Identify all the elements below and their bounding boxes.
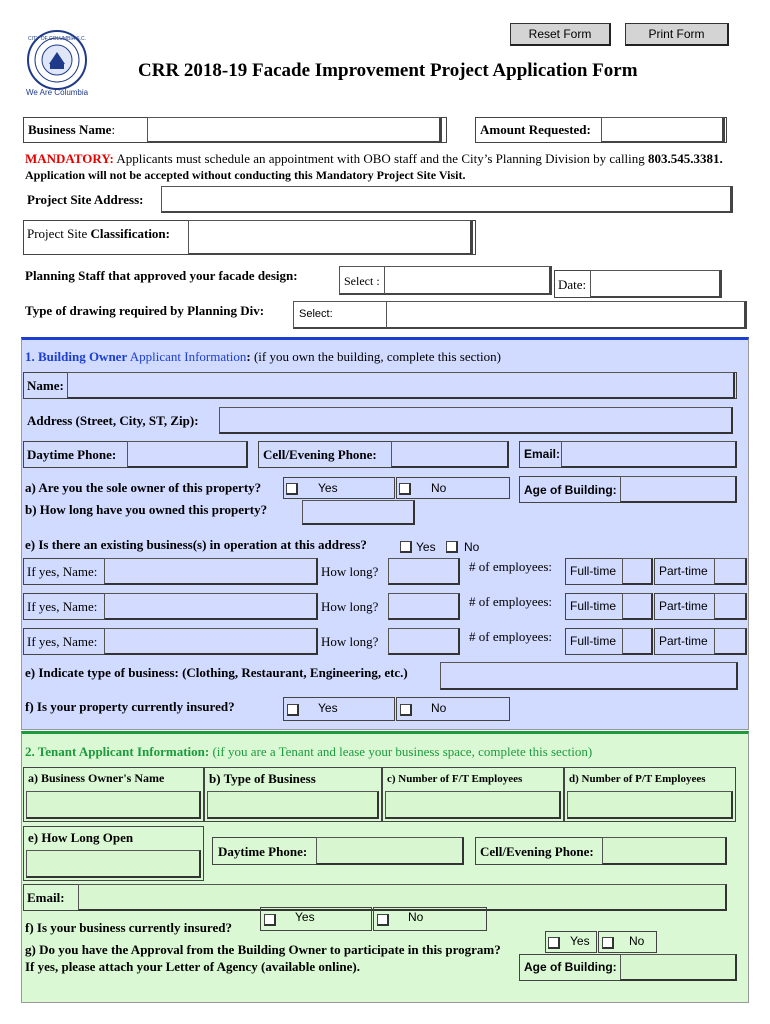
biz2-name-input[interactable]: [104, 593, 318, 620]
letter-of-agency-note: If yes, please attach your Letter of Agency (available online).: [25, 959, 360, 974]
biz2-parttime-label: Part-time: [659, 599, 708, 613]
biz3-howlong-label: How long?: [321, 634, 379, 649]
tenant-owner-name-input[interactable]: [26, 791, 201, 819]
approval-yes-label: Yes: [570, 934, 590, 948]
tenant-col-d-header: d) Number of P/T Employees: [569, 773, 706, 785]
drawing-type-label: Type of drawing required by Planning Div:: [25, 303, 265, 318]
tenant-ft-employees-input[interactable]: [385, 791, 561, 819]
drawing-type-select[interactable]: [293, 301, 747, 329]
biz2-name-label: If yes, Name:: [27, 599, 98, 614]
tenant-pt-employees-input[interactable]: [567, 791, 733, 819]
planning-staff-select[interactable]: [339, 266, 552, 295]
biz2-howlong-input[interactable]: [388, 593, 460, 620]
biz2-howlong-label: How long?: [321, 599, 379, 614]
property-insured-no-label: No: [431, 701, 447, 715]
biz1-name-input[interactable]: [104, 558, 318, 585]
planning-staff-label: Planning Staff that approved your facade design:: [25, 268, 298, 283]
property-insured-no-checkbox[interactable]: [400, 704, 412, 716]
sole-owner-no-label: No: [431, 481, 447, 495]
date-input[interactable]: [590, 270, 722, 298]
print-form-button[interactable]: Print Form: [625, 23, 729, 46]
mandatory-notice: MANDATORY: Applicants must schedule an appointment with OBO staff and the City’s Planning Division by calling 803.545.3381.: [25, 151, 723, 166]
owner-cell-label: Cell/Evening Phone:: [263, 447, 377, 462]
staff-select-divider: [384, 267, 385, 294]
owner-name-input[interactable]: [67, 372, 735, 399]
site-class-input[interactable]: [188, 220, 473, 255]
owner-approval-question: g) Do you have the Approval from the Building Owner to participate in this program?: [25, 942, 501, 957]
biz1-employees-label: # of employees:: [469, 559, 553, 574]
existing-business-question: e) Is there an existing business(s) in operation at this address?: [25, 537, 367, 552]
biz3-parttime-input[interactable]: [714, 628, 747, 655]
property-insured-yes-label: Yes: [318, 701, 338, 715]
staff-select-text: Select :: [344, 274, 380, 288]
biz2-parttime-input[interactable]: [714, 593, 747, 620]
business-insured-no-box: [373, 907, 487, 931]
owned-how-long-question: b) How long have you owned this property?: [25, 502, 268, 517]
existing-business-yes-label: Yes: [416, 540, 436, 554]
owner-daytime-label: Daytime Phone:: [27, 447, 117, 462]
biz3-employees-label: # of employees:: [469, 629, 553, 644]
existing-business-yes-checkbox[interactable]: [400, 541, 412, 553]
property-insured-question: f) Is your property currently insured?: [25, 699, 235, 714]
existing-business-no-label: No: [464, 540, 480, 554]
sole-owner-yes-checkbox[interactable]: [286, 483, 298, 495]
tenant-email-label: Email:: [27, 890, 65, 905]
site-address-input[interactable]: [161, 186, 733, 213]
mandatory-notice-line2: Application will not be accepted without conducting this Mandatory Project Site Visit.: [25, 168, 466, 182]
tenant-col-a-header: a) Business Owner's Name: [28, 771, 165, 785]
biz3-fulltime-label: Full-time: [570, 634, 617, 648]
tenant-daytime-label: Daytime Phone:: [218, 844, 308, 859]
biz3-name-label: If yes, Name:: [27, 634, 98, 649]
owner-address-label: Address (Street, City, ST, Zip):: [27, 413, 199, 428]
property-insured-no-box: [396, 697, 510, 721]
drawing-select-text: Select:: [299, 308, 333, 320]
sole-owner-question: a) Are you the sole owner of this property?: [25, 480, 262, 495]
tenant-daytime-input[interactable]: [316, 837, 464, 865]
business-insured-question: f) Is your business currently insured?: [25, 920, 232, 935]
owner-daytime-input[interactable]: [127, 441, 248, 468]
biz3-howlong-input[interactable]: [388, 628, 460, 655]
tenant-how-long-label: e) How Long Open: [28, 830, 134, 845]
biz1-fulltime-input[interactable]: [622, 558, 653, 585]
tenant-cell-input[interactable]: [602, 837, 727, 865]
owner-address-input[interactable]: [219, 407, 733, 434]
property-insured-yes-checkbox[interactable]: [287, 704, 299, 716]
owner-email-input[interactable]: [561, 441, 737, 468]
biz1-howlong-label: How long?: [321, 564, 379, 579]
biz3-name-input[interactable]: [104, 628, 318, 655]
svg-text:CITY OF COLUMBIA S.C.: CITY OF COLUMBIA S.C.: [28, 36, 86, 42]
approval-no-checkbox[interactable]: [602, 937, 614, 949]
business-name-input[interactable]: [147, 117, 442, 143]
site-address-label: Project Site Address:: [27, 192, 144, 207]
business-insured-yes-box: [260, 907, 372, 931]
owner-name-label: Name:: [27, 378, 64, 393]
property-insured-yes-box: [283, 697, 395, 721]
biz1-name-label: If yes, Name:: [27, 564, 98, 579]
business-name-label: Business Name:: [28, 122, 116, 137]
business-insured-yes-label: Yes: [295, 910, 315, 924]
business-insured-no-label: No: [408, 910, 424, 924]
sole-owner-yes-label: Yes: [318, 481, 338, 495]
sole-owner-no-box: [396, 477, 510, 499]
sole-owner-yes-box: [283, 477, 395, 499]
tenant-section-heading: 2. Tenant Applicant Information: (if you are a Tenant and lease your business space, complete this section): [25, 744, 593, 759]
biz1-parttime-input[interactable]: [714, 558, 747, 585]
tenant-col-b-header: b) Type of Business: [209, 771, 316, 786]
site-class-label: Project Site Classification:: [27, 226, 170, 241]
biz3-parttime-label: Part-time: [659, 634, 708, 648]
approval-yes-checkbox[interactable]: [548, 937, 560, 949]
existing-business-no-checkbox[interactable]: [446, 541, 458, 553]
business-insured-no-checkbox[interactable]: [377, 914, 389, 926]
business-type-input[interactable]: [440, 662, 738, 690]
owner-age-input[interactable]: [620, 476, 737, 503]
biz2-employees-label: # of employees:: [469, 594, 553, 609]
owner-section-heading: 1. Building Owner Applicant Information: (if you own the building, complete this section): [25, 349, 501, 364]
logo-caption: We Are Columbia: [26, 88, 89, 97]
owned-how-long-input[interactable]: [302, 500, 415, 525]
page-title: CRR 2018-19 Facade Improvement Project Application Form: [138, 60, 638, 81]
tenant-col-c-header: c) Number of F/T Employees: [387, 773, 523, 785]
approval-no-label: No: [629, 934, 645, 948]
tenant-age-label: Age of Building:: [524, 960, 617, 974]
business-type-question: e) Indicate type of business: (Clothing, Restaurant, Engineering, etc.): [25, 665, 408, 680]
reset-form-button[interactable]: Reset Form: [510, 23, 611, 46]
amount-requested-input[interactable]: [601, 117, 725, 143]
biz2-fulltime-input[interactable]: [622, 593, 653, 620]
drawing-select-divider: [386, 302, 387, 328]
amount-requested-label: Amount Requested:: [480, 122, 591, 137]
tenant-cell-label: Cell/Evening Phone:: [480, 844, 594, 859]
biz2-fulltime-label: Full-time: [570, 599, 617, 613]
biz1-parttime-label: Part-time: [659, 564, 708, 578]
biz1-fulltime-label: Full-time: [570, 564, 617, 578]
tenant-how-long-input[interactable]: [26, 850, 201, 878]
owner-email-label: Email:: [524, 447, 561, 461]
biz3-fulltime-input[interactable]: [622, 628, 653, 655]
tenant-age-input[interactable]: [620, 954, 737, 981]
sole-owner-no-checkbox[interactable]: [399, 483, 411, 495]
owner-age-label: Age of Building:: [524, 483, 617, 497]
biz1-howlong-input[interactable]: [388, 558, 460, 585]
business-insured-yes-checkbox[interactable]: [264, 914, 276, 926]
date-label: Date:: [558, 277, 587, 292]
owner-cell-input[interactable]: [391, 441, 509, 468]
tenant-business-type-input[interactable]: [207, 791, 379, 819]
